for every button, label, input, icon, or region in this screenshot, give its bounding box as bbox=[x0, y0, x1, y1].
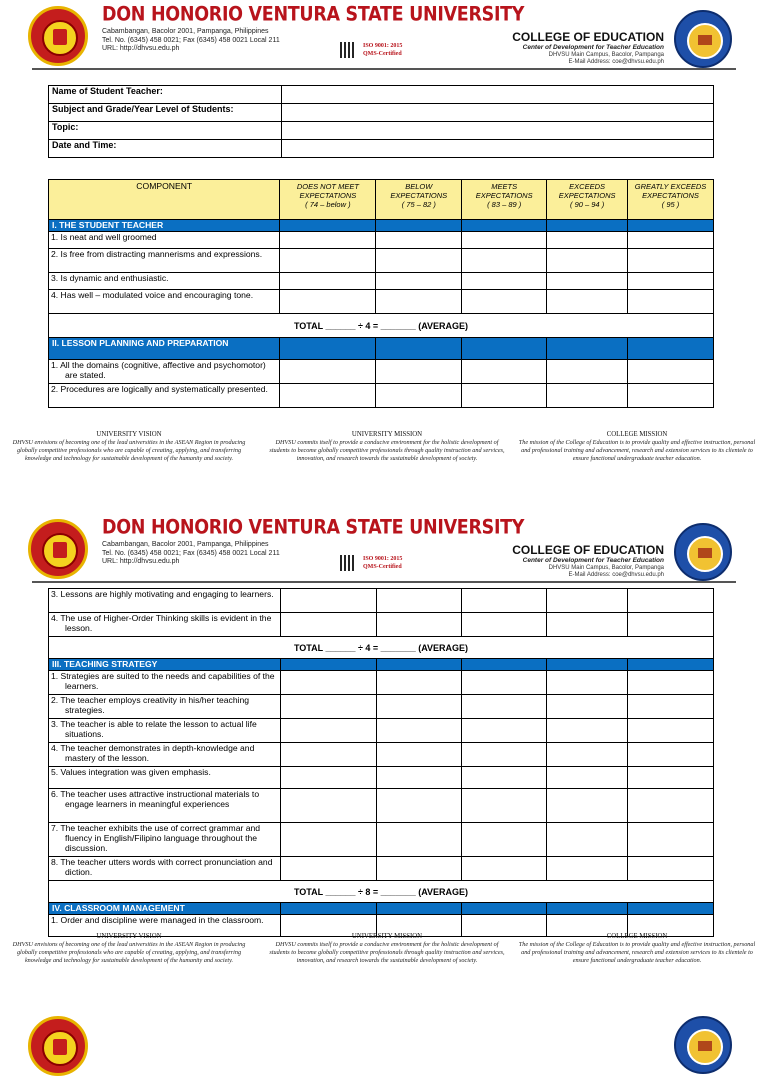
info-field[interactable] bbox=[282, 122, 714, 140]
rating-cell[interactable] bbox=[462, 671, 547, 695]
university-seal-logo bbox=[28, 6, 88, 66]
rubric-item-row: 1. All the domains (cognitive, affective and psychomotor) are stated. bbox=[49, 360, 714, 384]
rating-cell[interactable] bbox=[280, 249, 376, 273]
rubric-item-row: 1. Is neat and well groomed bbox=[49, 232, 714, 249]
rating-cell[interactable] bbox=[376, 695, 462, 719]
rating-cell[interactable] bbox=[280, 273, 376, 290]
rubric-item-row: 1. Strategies are suited to the needs and capabilities of the learners. bbox=[49, 671, 714, 695]
rating-cell[interactable] bbox=[376, 273, 462, 290]
rating-cell[interactable] bbox=[547, 671, 628, 695]
rating-cell[interactable] bbox=[547, 695, 628, 719]
rubric-item-row: 8. The teacher utters words with correct pronunciation and diction. bbox=[49, 857, 714, 881]
rating-cell[interactable] bbox=[280, 719, 376, 743]
header-divider bbox=[32, 68, 736, 70]
student-info-table bbox=[48, 85, 714, 158]
rating-cell[interactable] bbox=[462, 857, 547, 881]
rubric-item-row: 7. The teacher exhibits the use of correct grammar and fluency in English/Filipino language throughout the discussion. bbox=[49, 823, 714, 857]
rating-cell[interactable] bbox=[628, 273, 714, 290]
rating-cell[interactable] bbox=[628, 767, 714, 789]
rating-cell[interactable] bbox=[462, 360, 547, 384]
info-row: Name of Student Teacher: bbox=[49, 86, 714, 104]
college-mission: COLLEGE MISSION The mission of the College of Education is to provide quality and effective instruction, personal and professional training and advancement, research and extension services to its clientele to ensure functional undergraduate teacher education. bbox=[518, 933, 756, 964]
info-field[interactable] bbox=[282, 104, 714, 122]
rating-cell[interactable] bbox=[462, 589, 547, 613]
rating-cell[interactable] bbox=[462, 249, 547, 273]
rating-cell[interactable] bbox=[628, 290, 714, 314]
section-row: IV. CLASSROOM MANAGEMENT bbox=[49, 903, 714, 915]
rating-cell[interactable] bbox=[628, 589, 714, 613]
page-header bbox=[0, 0, 768, 70]
rating-cell[interactable] bbox=[547, 589, 628, 613]
university-address: Cabambangan, Bacolor 2001, Pampanga, Philippines Tel. No. (6345) 458 0021; Fax (6345) 458 0021 Local 211 URL: http://dhvsu.edu.ph bbox=[102, 28, 280, 52]
college-seal-logo bbox=[674, 1016, 732, 1074]
rating-header: MEETS EXPECTATIONS ( 83 – 89 ) bbox=[462, 180, 547, 220]
section-row: II. LESSON PLANNING AND PREPARATION bbox=[49, 338, 714, 360]
rating-cell[interactable] bbox=[628, 613, 714, 637]
rubric-table-1 bbox=[48, 179, 714, 408]
college-info: COLLEGE OF EDUCATION Center of Development for Teacher Education DHVSU Main Campus, Bacolor, Pampanga E-Mail Address: coe@dhvsu.edu.ph bbox=[512, 543, 664, 578]
rating-cell[interactable] bbox=[280, 767, 376, 789]
university-vision: UNIVERSITY VISION DHVSU envisions of becoming one of the lead universities in the ASEAN Region in producing globally competitive professionals who are capable of creating, applying, and transferring knowledge and technology for sustainable development of the humanity and society. bbox=[12, 431, 246, 462]
rubric-item-row: 2. Is free from distracting mannerisms and expressions. bbox=[49, 249, 714, 273]
rating-cell[interactable] bbox=[628, 249, 714, 273]
rating-cell[interactable] bbox=[547, 384, 628, 408]
rubric-table-2 bbox=[48, 588, 714, 937]
rating-cell[interactable] bbox=[628, 743, 714, 767]
info-row: Subject and Grade/Year Level of Students: bbox=[49, 104, 714, 122]
rating-cell[interactable] bbox=[547, 360, 628, 384]
university-seal-logo bbox=[28, 519, 88, 579]
rubric-item-row: 1. Order and discipline were managed in the classroom. bbox=[49, 915, 714, 937]
rubric-item-row: 4. The teacher demonstrates in depth-knowledge and mastery of the lesson. bbox=[49, 743, 714, 767]
rating-cell[interactable] bbox=[628, 789, 714, 823]
rubric-item-row: 4. Has well – modulated voice and encouraging tone. bbox=[49, 290, 714, 314]
university-name: DON HONORIO VENTURA STATE UNIVERSITY bbox=[102, 517, 525, 539]
rating-header: GREATLY EXCEEDS EXPECTATIONS ( 95 ) bbox=[628, 180, 714, 220]
rating-cell[interactable] bbox=[547, 273, 628, 290]
college-mission: COLLEGE MISSION The mission of the College of Education is to provide quality and effective instruction, personal and professional training and advancement, research and extension services to its clientele to ensure functional undergraduate teacher education. bbox=[518, 431, 756, 462]
rating-header: DOES NOT MEET EXPECTATIONS ( 74 – below ) bbox=[280, 180, 376, 220]
rating-cell[interactable] bbox=[376, 857, 462, 881]
college-seal-logo bbox=[674, 523, 732, 581]
section-row: I. THE STUDENT TEACHER bbox=[49, 220, 714, 232]
rating-cell[interactable] bbox=[376, 232, 462, 249]
page-header bbox=[0, 513, 768, 583]
iso-certification: ISO 9001: 2015 QMS-Certified bbox=[363, 43, 403, 57]
university-seal-logo bbox=[28, 1016, 88, 1076]
info-row: Date and Time: bbox=[49, 140, 714, 158]
university-name: DON HONORIO VENTURA STATE UNIVERSITY bbox=[102, 4, 525, 26]
rating-cell[interactable] bbox=[280, 232, 376, 249]
rubric-item-row: 3. The teacher is able to relate the lesson to actual life situations. bbox=[49, 719, 714, 743]
rubric-item-row: 5. Values integration was given emphasis. bbox=[49, 767, 714, 789]
university-mission: UNIVERSITY MISSION DHVSU commits itself to provide a conducive environment for the holistic development of students to become globally competitive professionals through quality instruction and services, innovation, and research towards the sustainable development of society. bbox=[269, 431, 505, 462]
rating-cell[interactable] bbox=[547, 232, 628, 249]
rating-cell[interactable] bbox=[462, 823, 547, 857]
university-mission: UNIVERSITY MISSION DHVSU commits itself to provide a conducive environment for the holistic development of students to become globally competitive professionals through quality instruction and services, innovation, and research towards the sustainable development of society. bbox=[269, 933, 505, 964]
rating-cell[interactable] bbox=[376, 360, 462, 384]
rating-cell[interactable] bbox=[462, 789, 547, 823]
info-field[interactable] bbox=[282, 140, 714, 158]
rating-cell[interactable] bbox=[547, 743, 628, 767]
rubric-item-row: 3. Is dynamic and enthusiastic. bbox=[49, 273, 714, 290]
university-vision: UNIVERSITY VISION DHVSU envisions of becoming one of the lead universities in the ASEAN Region in producing globally competitive professionals who are capable of creating, applying, and transferring knowledge and technology for sustainable development of the humanity and society. bbox=[12, 933, 246, 964]
rating-cell[interactable] bbox=[280, 360, 376, 384]
rating-cell[interactable] bbox=[376, 767, 462, 789]
rating-cell[interactable] bbox=[462, 613, 547, 637]
rating-cell[interactable] bbox=[376, 249, 462, 273]
rating-cell[interactable] bbox=[462, 290, 547, 314]
rating-cell[interactable] bbox=[628, 384, 714, 408]
college-info: COLLEGE OF EDUCATION Center of Development for Teacher Education DHVSU Main Campus, Bacolor, Pampanga E-Mail Address: coe@dhvsu.edu.ph bbox=[512, 30, 664, 65]
iso-certification: ISO 9001: 2015 QMS-Certified bbox=[363, 556, 403, 570]
rating-cell[interactable] bbox=[376, 719, 462, 743]
rating-cell[interactable] bbox=[280, 613, 376, 637]
rating-cell[interactable] bbox=[628, 232, 714, 249]
rating-cell[interactable] bbox=[280, 857, 376, 881]
rubric-item-row: 2. The teacher employs creativity in his/her teaching strategies. bbox=[49, 695, 714, 719]
rating-cell[interactable] bbox=[547, 719, 628, 743]
university-address: Cabambangan, Bacolor 2001, Pampanga, Philippines Tel. No. (6345) 458 0021; Fax (6345) 458 0021 Local 211 URL: http://dhvsu.edu.ph bbox=[102, 541, 280, 565]
rating-cell[interactable] bbox=[376, 589, 462, 613]
qr-code-icon bbox=[340, 42, 356, 58]
qr-code-icon bbox=[340, 555, 356, 571]
rubric-item-row: 3. Lessons are highly motivating and engaging to learners. bbox=[49, 589, 714, 613]
rating-cell[interactable] bbox=[376, 613, 462, 637]
page-2 bbox=[0, 513, 768, 1013]
rating-cell[interactable] bbox=[547, 857, 628, 881]
rating-cell[interactable] bbox=[628, 823, 714, 857]
total-row: TOTAL ______ ÷ 8 = _______ (AVERAGE) bbox=[49, 881, 714, 903]
rating-cell[interactable] bbox=[547, 823, 628, 857]
rating-cell[interactable] bbox=[628, 719, 714, 743]
rating-cell[interactable] bbox=[628, 857, 714, 881]
rating-cell[interactable] bbox=[462, 695, 547, 719]
rating-cell[interactable] bbox=[280, 695, 376, 719]
page-footer bbox=[0, 933, 768, 993]
rating-cell[interactable] bbox=[547, 789, 628, 823]
rating-header: BELOW EXPECTATIONS ( 75 – 82 ) bbox=[376, 180, 462, 220]
rating-cell[interactable] bbox=[280, 290, 376, 314]
rating-cell[interactable] bbox=[547, 290, 628, 314]
rating-cell[interactable] bbox=[628, 671, 714, 695]
rating-cell[interactable] bbox=[462, 719, 547, 743]
total-row: TOTAL ______ ÷ 4 = _______ (AVERAGE) bbox=[49, 314, 714, 338]
rating-cell[interactable] bbox=[376, 384, 462, 408]
rating-cell[interactable] bbox=[376, 789, 462, 823]
rating-cell[interactable] bbox=[280, 823, 376, 857]
rubric-item-row: 6. The teacher uses attractive instructional materials to engage learners in meaningful experiences bbox=[49, 789, 714, 823]
rating-cell[interactable] bbox=[376, 290, 462, 314]
component-header: COMPONENT bbox=[49, 180, 280, 220]
rating-cell[interactable] bbox=[462, 273, 547, 290]
page-1 bbox=[0, 0, 768, 500]
rating-cell[interactable] bbox=[280, 743, 376, 767]
info-field[interactable] bbox=[282, 86, 714, 104]
rating-cell[interactable] bbox=[280, 384, 376, 408]
rating-cell[interactable] bbox=[462, 384, 547, 408]
rating-cell[interactable] bbox=[462, 767, 547, 789]
rating-cell[interactable] bbox=[547, 767, 628, 789]
rating-cell[interactable] bbox=[376, 671, 462, 695]
rubric-item-row: 2. Procedures are logically and systematically presented. bbox=[49, 384, 714, 408]
rating-cell[interactable] bbox=[462, 743, 547, 767]
page-footer bbox=[0, 431, 768, 491]
rating-header: EXCEEDS EXPECTATIONS ( 90 – 94 ) bbox=[547, 180, 628, 220]
rubric-item-row: 4. The use of Higher-Order Thinking skills is evident in the lesson. bbox=[49, 613, 714, 637]
rating-cell[interactable] bbox=[280, 671, 376, 695]
rating-cell[interactable] bbox=[547, 249, 628, 273]
rating-cell[interactable] bbox=[280, 589, 376, 613]
rating-cell[interactable] bbox=[462, 232, 547, 249]
rating-cell[interactable] bbox=[280, 789, 376, 823]
rating-cell[interactable] bbox=[547, 613, 628, 637]
rating-cell[interactable] bbox=[628, 695, 714, 719]
section-row: III. TEACHING STRATEGY bbox=[49, 659, 714, 671]
rating-cell[interactable] bbox=[376, 823, 462, 857]
rating-cell[interactable] bbox=[376, 743, 462, 767]
college-seal-logo bbox=[674, 10, 732, 68]
header-divider bbox=[32, 581, 736, 583]
total-row: TOTAL ______ ÷ 4 = _______ (AVERAGE) bbox=[49, 637, 714, 659]
info-row: Topic: bbox=[49, 122, 714, 140]
rating-cell[interactable] bbox=[628, 360, 714, 384]
rubric-header-row bbox=[49, 180, 714, 220]
